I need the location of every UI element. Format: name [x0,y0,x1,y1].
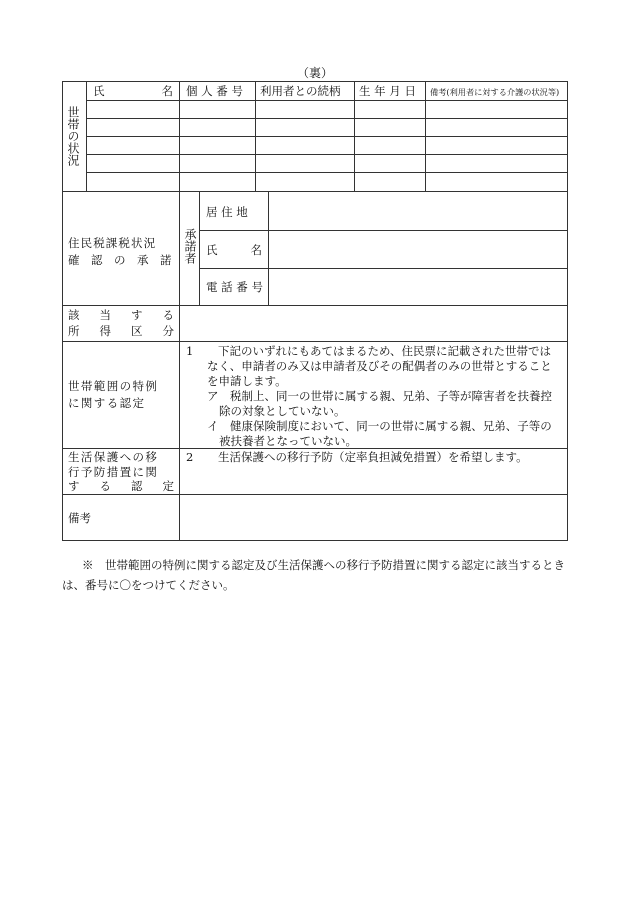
address-label: 居 住 地 [206,205,248,219]
phone-field[interactable] [269,269,566,304]
special-case-text-3: を申請します。 [207,374,287,388]
welfare-label-2: 行予防措置に関 [68,465,159,479]
household-row-3[interactable] [87,137,179,154]
item-a-text-2: 除の対象としていない。 [219,404,346,418]
header-relationship: 利用者との続柄 [260,84,341,98]
footnote-line-2: は、番号に〇をつけてください。 [62,578,235,592]
household-row-1[interactable] [87,101,179,118]
item-a-text-1: 税制上、同一の世帯に属する親、兄弟、子等が障害者を扶養控 [230,389,552,403]
item-a-marker: ア [207,389,219,403]
address-field[interactable] [269,192,566,229]
section-divider [62,341,568,342]
header-name: 氏 名 [93,84,173,98]
household-row-4[interactable] [87,155,179,172]
col-divider [179,448,180,494]
remarks-label: 備考 [68,511,91,525]
household-row-5[interactable] [87,173,179,190]
welfare-label-3: す る 認 定 [68,479,174,493]
household-row-2[interactable] [87,119,179,136]
household-section-label: 世帯の状況 [66,106,80,166]
special-case-text-1: 下記のいずれにもあてはまるため、住民票に記載された世帯では [218,344,552,358]
welfare-number[interactable]: 2 [186,450,194,464]
special-case-label-1: 世帯範囲の特例 [68,379,159,393]
col-divider [179,191,180,305]
table-border-top [62,81,568,82]
tax-status-label-1: 住民税課税状況 [68,236,157,250]
item-i-text-1: 健康保険制度において、同一の世帯に属する親、兄弟、子等の [230,419,552,433]
income-label-2: 所 得 区 分 [68,324,174,338]
tax-status-label-2: 確 認 の 承 諾 [68,253,172,267]
welfare-label-1: 生活保護への移 [68,450,159,464]
header-individual-number: 個 人 番 号 [186,84,243,98]
consenter-name-label: 氏 名 [206,243,262,257]
footnote-line-1: ※ 世帯範囲の特例に関する認定及び生活保護への移行予防措置に関する認定に該当するとき [82,558,565,572]
welfare-text: 生活保護への移行予防（定率負担減免措置）を希望します。 [218,450,528,464]
col-divider [199,191,200,305]
special-case-label-2: に関する認定 [68,396,146,410]
header-birthdate: 生 年 月 日 [359,84,416,98]
item-i-text-2: 被扶養者となっていない。 [219,434,357,448]
consenter-name-field[interactable] [269,231,566,267]
consenter-label: 承諾者 [183,228,197,264]
page-side-label: （裏） [296,66,333,80]
income-label-1: 該 当 す る [68,308,174,322]
item-i-marker: イ [207,419,219,433]
special-case-text-2: なく、申請者のみ又は申請者及びその配偶者のみの世帯とすること [207,359,552,373]
phone-label: 電 話 番 号 [206,280,263,294]
table-border-bottom [62,540,568,541]
income-field[interactable] [180,306,566,340]
table-border-left [62,81,63,540]
remarks-field[interactable] [180,495,566,539]
table-border-right [567,81,568,540]
special-case-number[interactable]: 1 [186,344,194,358]
col-divider [179,341,180,448]
header-remarks: 備考(利用者に対する介護の状況等) [430,87,560,97]
